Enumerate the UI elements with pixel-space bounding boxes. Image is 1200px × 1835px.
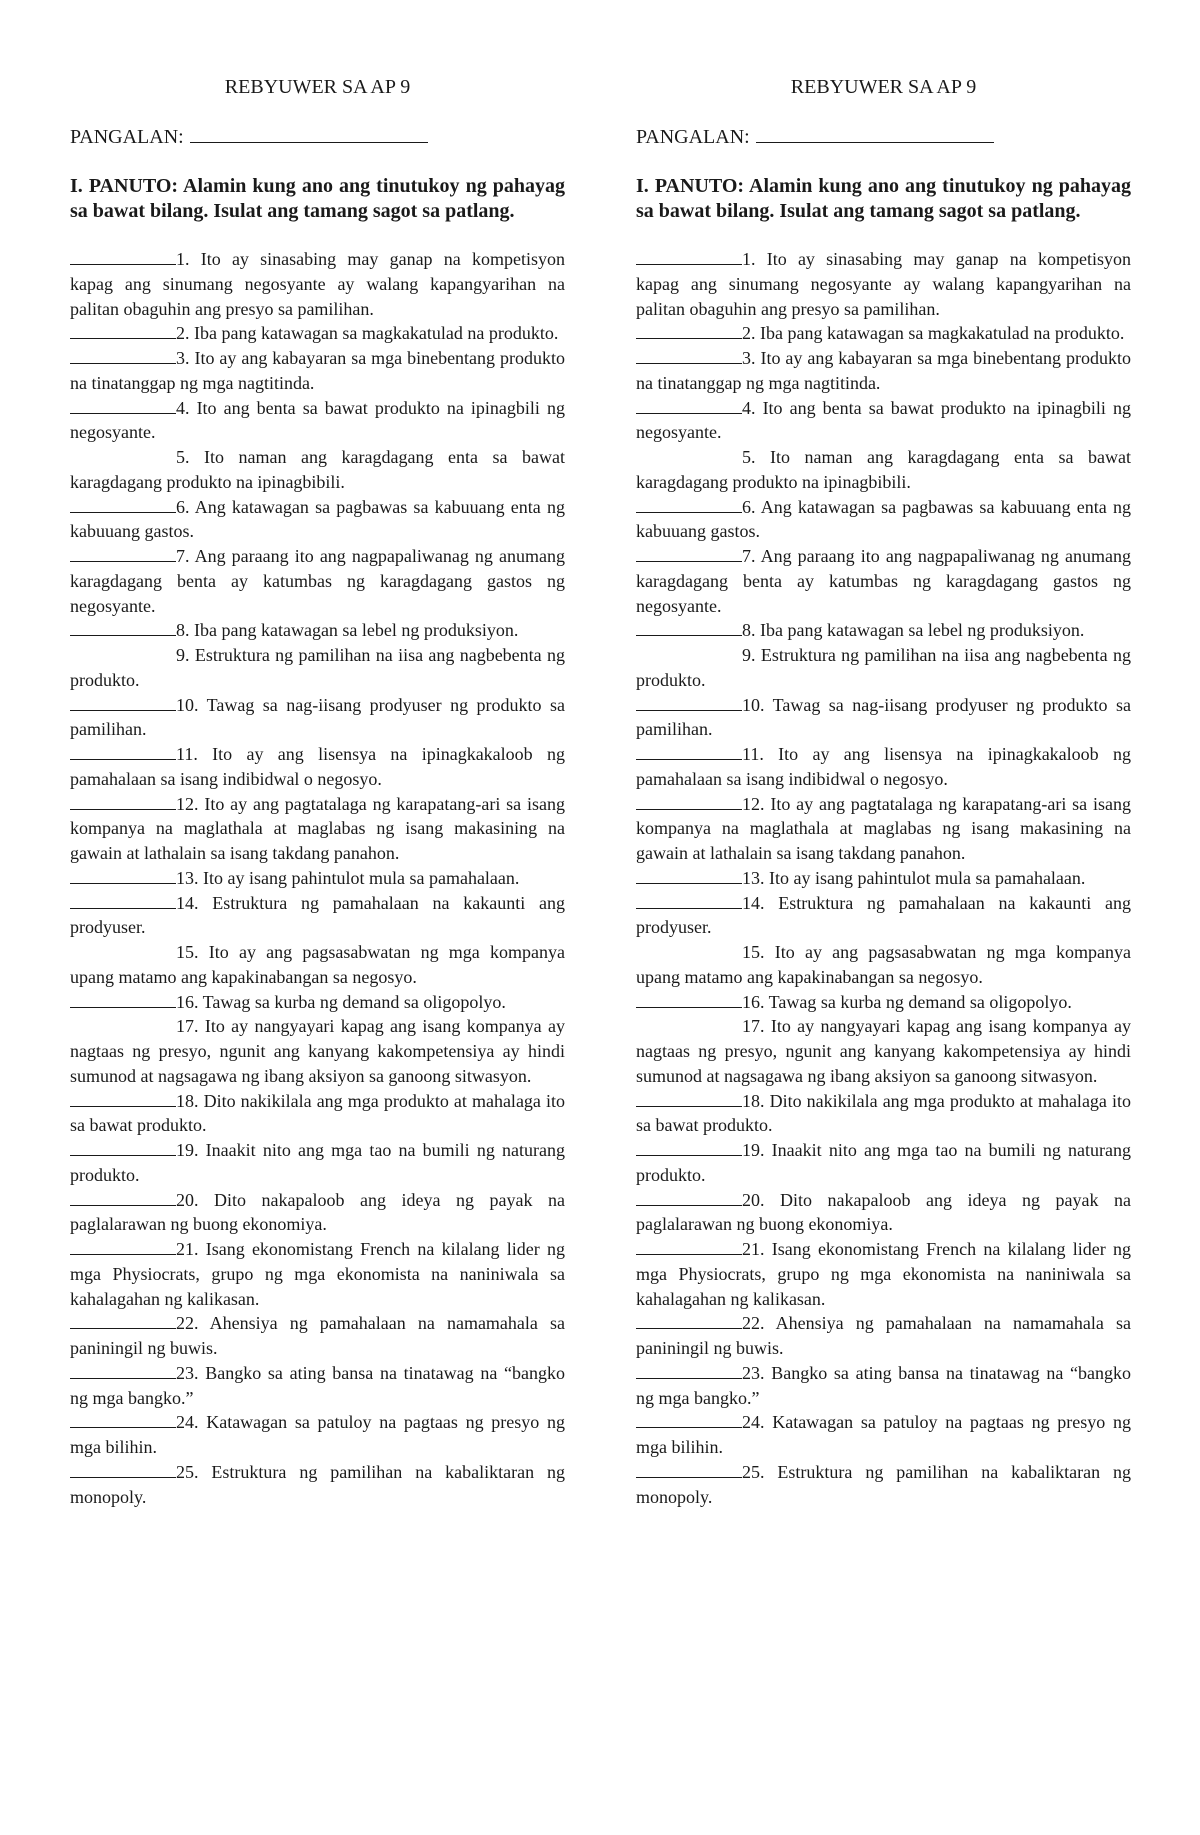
- question-text: 2. Iba pang katawagan sa magkakatulad na produkto.: [176, 323, 559, 344]
- question-text: 16. Tawag sa kurba ng demand sa oligopolyo.: [742, 991, 1072, 1012]
- question-item: [70, 1410, 565, 1460]
- name-row: [70, 122, 565, 152]
- question-item: [636, 990, 1131, 1015]
- answer-blank: [636, 793, 742, 810]
- answer-blank: [70, 1139, 176, 1156]
- question-text: 7. Ang paraang ito ang nagpapaliwanag ng anumang karagdagang benta ay katumbas ng karagdagang gastos ng negosyante.: [636, 546, 1131, 616]
- question-text: 20. Dito nakapaloob ang ideya ng payak na paglalarawan ng buong ekonomiya.: [70, 1189, 565, 1235]
- name-row: [636, 122, 1131, 152]
- question-text: 16. Tawag sa kurba ng demand sa oligopolyo.: [176, 991, 506, 1012]
- question-text: 25. Estruktura ng pamilihan na kabaliktaran ng monopoly.: [636, 1461, 1131, 1507]
- question-item: [636, 1237, 1131, 1311]
- answer-blank: [636, 1189, 742, 1206]
- question-text: 3. Ito ay ang kabayaran sa mga binebentang produkto na tinatanggap ng mga nagtitinda.: [70, 348, 565, 393]
- question-item: [70, 1237, 565, 1311]
- question-item: [636, 1460, 1131, 1510]
- question-item: [636, 693, 1131, 743]
- worksheet-title: REBYUWER SA AP 9: [224, 76, 411, 98]
- answer-blank: [70, 1312, 176, 1329]
- question-text: 21. Isang ekonomistang French na kilalang lider ng mga Physiocrats, grupo ng mga ekonomista na naniniwala sa kahalagahan ng kalikasan.: [70, 1239, 565, 1309]
- answer-blank: [70, 1362, 176, 1379]
- question-item: [636, 1361, 1131, 1411]
- question-text: 10. Tawag sa nag-iisang prodyuser ng produkto sa pamilihan.: [636, 694, 1131, 740]
- question-text: 11. Ito ay ang lisensya na ipinagkakaloob ng pamahalaan sa isang indibidwal o negosyo.: [70, 744, 565, 789]
- question-item: [70, 247, 565, 321]
- question-text: 6. Ang katawagan sa pagbawas sa kabuuang enta ng kabuuang gastos.: [636, 496, 1131, 542]
- answer-blank: [636, 248, 742, 265]
- question-item: [70, 321, 565, 346]
- question-text: 6. Ang katawagan sa pagbawas sa kabuuang enta ng kabuuang gastos.: [70, 496, 565, 542]
- answer-blank: [70, 694, 176, 711]
- directions-text: I. PANUTO: Alamin kung ano ang tinutukoy ng pahayag sa bawat bilang. Isulat ang tamang sagot sa patlang.: [636, 175, 1131, 222]
- question-item: [636, 618, 1131, 643]
- name-blank-line: [756, 122, 994, 143]
- answer-blank: [70, 496, 176, 513]
- worksheet-copy-right: [636, 72, 1131, 1509]
- answer-blank: [70, 1090, 176, 1107]
- question-item: [70, 1138, 565, 1188]
- answer-blank: [636, 1411, 742, 1428]
- question-text: 12. Ito ay ang pagtatalaga ng karapatang-ari sa isang kompanya na maglathala at maglabas ng isang makasining na gawain at lathalain sa isang takdang panahon.: [636, 793, 1131, 863]
- question-text: 1. Ito ay sinasabing may ganap na kompetisyon kapag ang sinumang negosyante ay walang kapangyarihan na palitan obaguhin ang presyo sa pamilihan.: [70, 249, 565, 319]
- answer-blank: [636, 347, 742, 364]
- answer-blank: [70, 743, 176, 760]
- answer-blank: [636, 619, 742, 636]
- question-list: [70, 247, 565, 1509]
- question-text: 18. Dito nakikilala ang mga produkto at mahalaga ito sa bawat produkto.: [636, 1090, 1131, 1136]
- question-item: [636, 1014, 1131, 1088]
- question-text: 15. Ito ay ang pagsasabwatan ng mga kompanya upang matamo ang kapakinabangan sa negosyo.: [636, 942, 1131, 987]
- question-text: 22. Ahensiya ng pamahalaan na namamahala sa paniningil ng buwis.: [70, 1313, 565, 1358]
- question-item: [70, 891, 565, 941]
- question-text: 22. Ahensiya ng pamahalaan na namamahala sa paniningil ng buwis.: [636, 1313, 1131, 1358]
- question-text: 13. Ito ay isang pahintulot mula sa pamahalaan.: [176, 867, 520, 888]
- question-item: [70, 1089, 565, 1139]
- question-item: [636, 1089, 1131, 1139]
- question-item: [636, 643, 1131, 693]
- question-item: [636, 346, 1131, 396]
- answer-blank: [636, 1238, 742, 1255]
- question-text: 13. Ito ay isang pahintulot mula sa pamahalaan.: [742, 867, 1086, 888]
- question-text: 10. Tawag sa nag-iisang prodyuser ng produkto sa pamilihan.: [70, 694, 565, 740]
- question-item: [636, 495, 1131, 545]
- answer-blank: [70, 867, 176, 884]
- question-text: 14. Estruktura ng pamahalaan na kakaunti ang prodyuser.: [636, 892, 1131, 938]
- question-text: 7. Ang paraang ito ang nagpapaliwanag ng anumang karagdagang benta ay katumbas ng karagdagang gastos ng negosyante.: [70, 546, 565, 616]
- question-text: 14. Estruktura ng pamahalaan na kakaunti ang prodyuser.: [70, 892, 565, 938]
- question-item: [636, 792, 1131, 866]
- question-item: [70, 544, 565, 618]
- answer-blank: [636, 1139, 742, 1156]
- question-text: 18. Dito nakikilala ang mga produkto at mahalaga ito sa bawat produkto.: [70, 1090, 565, 1136]
- question-item: [636, 544, 1131, 618]
- answer-blank: [636, 496, 742, 513]
- directions-text: I. PANUTO: Alamin kung ano ang tinutukoy ng pahayag sa bawat bilang. Isulat ang tamang sagot sa patlang.: [70, 175, 565, 222]
- question-text: 19. Inaakit nito ang mga tao na bumili ng naturang produkto.: [70, 1140, 565, 1185]
- question-item: [70, 643, 565, 693]
- question-text: 12. Ito ay ang pagtatalaga ng karapatang-ari sa isang kompanya na maglathala at maglabas ng isang makasining na gawain at lathalain sa isang takdang panahon.: [70, 793, 565, 863]
- question-item: [70, 940, 565, 990]
- answer-blank: [636, 743, 742, 760]
- answer-blank: [70, 1411, 176, 1428]
- question-text: 17. Ito ay nangyayari kapag ang isang kompanya ay nagtaas ng presyo, ngunit ang kanyang kakompetensiya ay hindi sumunod at nagsagawa ng ibang aksiyon sa ganoong sitwasyon.: [636, 1016, 1131, 1086]
- question-item: [70, 618, 565, 643]
- answer-blank: [70, 793, 176, 810]
- answer-blank: [636, 1312, 742, 1329]
- name-label: PANGALAN:: [70, 126, 184, 148]
- question-item: [636, 940, 1131, 990]
- question-text: 5. Ito naman ang karagdagang enta sa bawat karagdagang produkto na ipinagbibili.: [636, 447, 1131, 492]
- answer-blank: [70, 991, 176, 1008]
- worksheet-title: REBYUWER SA AP 9: [790, 76, 977, 98]
- answer-blank: [70, 545, 176, 562]
- question-item: [70, 693, 565, 743]
- question-item: [70, 396, 565, 446]
- answer-blank: [70, 892, 176, 909]
- answer-blank: [70, 322, 176, 339]
- question-text: 4. Ito ang benta sa bawat produkto na ipinagbili ng negosyante.: [70, 397, 565, 443]
- question-text: 8. Iba pang katawagan sa lebel ng produksiyon.: [742, 620, 1085, 641]
- answer-blank: [70, 1238, 176, 1255]
- question-item: [70, 990, 565, 1015]
- question-item: [636, 1311, 1131, 1361]
- question-text: 4. Ito ang benta sa bawat produkto na ipinagbili ng negosyante.: [636, 397, 1131, 443]
- question-item: [70, 1361, 565, 1411]
- answer-blank: [636, 397, 742, 414]
- answer-blank: [636, 892, 742, 909]
- answer-blank: [70, 248, 176, 265]
- question-text: 19. Inaakit nito ang mga tao na bumili ng naturang produkto.: [636, 1140, 1131, 1185]
- question-item: [70, 1014, 565, 1088]
- question-text: 24. Katawagan sa patuloy na pagtaas ng presyo ng mga bilihin.: [70, 1412, 565, 1457]
- answer-blank: [70, 397, 176, 414]
- question-item: [636, 866, 1131, 891]
- question-list: [636, 247, 1131, 1509]
- question-item: [70, 346, 565, 396]
- answer-blank: [636, 867, 742, 884]
- question-text: 20. Dito nakapaloob ang ideya ng payak na paglalarawan ng buong ekonomiya.: [636, 1189, 1131, 1235]
- question-item: [636, 396, 1131, 446]
- question-text: 1. Ito ay sinasabing may ganap na kompetisyon kapag ang sinumang negosyante ay walang kapangyarihan na palitan obaguhin ang presyo sa pamilihan.: [636, 249, 1131, 319]
- question-item: [636, 247, 1131, 321]
- answer-blank: [636, 694, 742, 711]
- question-text: 24. Katawagan sa patuloy na pagtaas ng presyo ng mga bilihin.: [636, 1412, 1131, 1457]
- question-item: [636, 891, 1131, 941]
- answer-blank: [70, 619, 176, 636]
- question-item: [636, 742, 1131, 792]
- question-item: [70, 1460, 565, 1510]
- question-text: 3. Ito ay ang kabayaran sa mga binebentang produkto na tinatanggap ng mga nagtitinda.: [636, 348, 1131, 393]
- question-item: [636, 321, 1131, 346]
- question-item: [636, 1138, 1131, 1188]
- name-blank-line: [190, 122, 428, 143]
- question-text: 2. Iba pang katawagan sa magkakatulad na produkto.: [742, 323, 1125, 344]
- question-text: 23. Bangko sa ating bansa na tinatawag na “bangko ng mga bangko.”: [636, 1362, 1131, 1408]
- name-label: PANGALAN:: [636, 126, 750, 148]
- worksheet-copy-left: [70, 72, 565, 1509]
- question-text: 17. Ito ay nangyayari kapag ang isang kompanya ay nagtaas ng presyo, ngunit ang kanyang kakompetensiya ay hindi sumunod at nagsagawa ng ibang aksiyon sa ganoong sitwasyon.: [70, 1016, 565, 1086]
- answer-blank: [636, 1362, 742, 1379]
- question-text: 25. Estruktura ng pamilihan na kabaliktaran ng monopoly.: [70, 1461, 565, 1507]
- answer-blank: [636, 991, 742, 1008]
- answer-blank: [70, 1189, 176, 1206]
- answer-blank: [70, 347, 176, 364]
- question-item: [70, 792, 565, 866]
- answer-blank: [636, 322, 742, 339]
- question-text: 11. Ito ay ang lisensya na ipinagkakaloob ng pamahalaan sa isang indibidwal o negosyo.: [636, 744, 1131, 789]
- question-item: [70, 866, 565, 891]
- question-item: [636, 1188, 1131, 1238]
- question-item: [70, 495, 565, 545]
- question-item: [70, 445, 565, 495]
- question-item: [70, 1188, 565, 1238]
- question-text: 9. Estruktura ng pamilihan na iisa ang nagbebenta ng produkto.: [70, 645, 565, 690]
- question-item: [70, 742, 565, 792]
- question-item: [636, 1410, 1131, 1460]
- answer-blank: [636, 545, 742, 562]
- answer-blank: [636, 1461, 742, 1478]
- question-text: 9. Estruktura ng pamilihan na iisa ang nagbebenta ng produkto.: [636, 645, 1131, 690]
- question-text: 15. Ito ay ang pagsasabwatan ng mga kompanya upang matamo ang kapakinabangan sa negosyo.: [70, 942, 565, 987]
- question-text: 21. Isang ekonomistang French na kilalang lider ng mga Physiocrats, grupo ng mga ekonomista na naniniwala sa kahalagahan ng kalikasan.: [636, 1239, 1131, 1309]
- question-text: 23. Bangko sa ating bansa na tinatawag na “bangko ng mga bangko.”: [70, 1362, 565, 1408]
- answer-blank: [70, 1461, 176, 1478]
- question-item: [636, 445, 1131, 495]
- question-text: 8. Iba pang katawagan sa lebel ng produksiyon.: [176, 620, 519, 641]
- answer-blank: [636, 1090, 742, 1107]
- question-item: [70, 1311, 565, 1361]
- question-text: 5. Ito naman ang karagdagang enta sa bawat karagdagang produkto na ipinagbibili.: [70, 447, 565, 492]
